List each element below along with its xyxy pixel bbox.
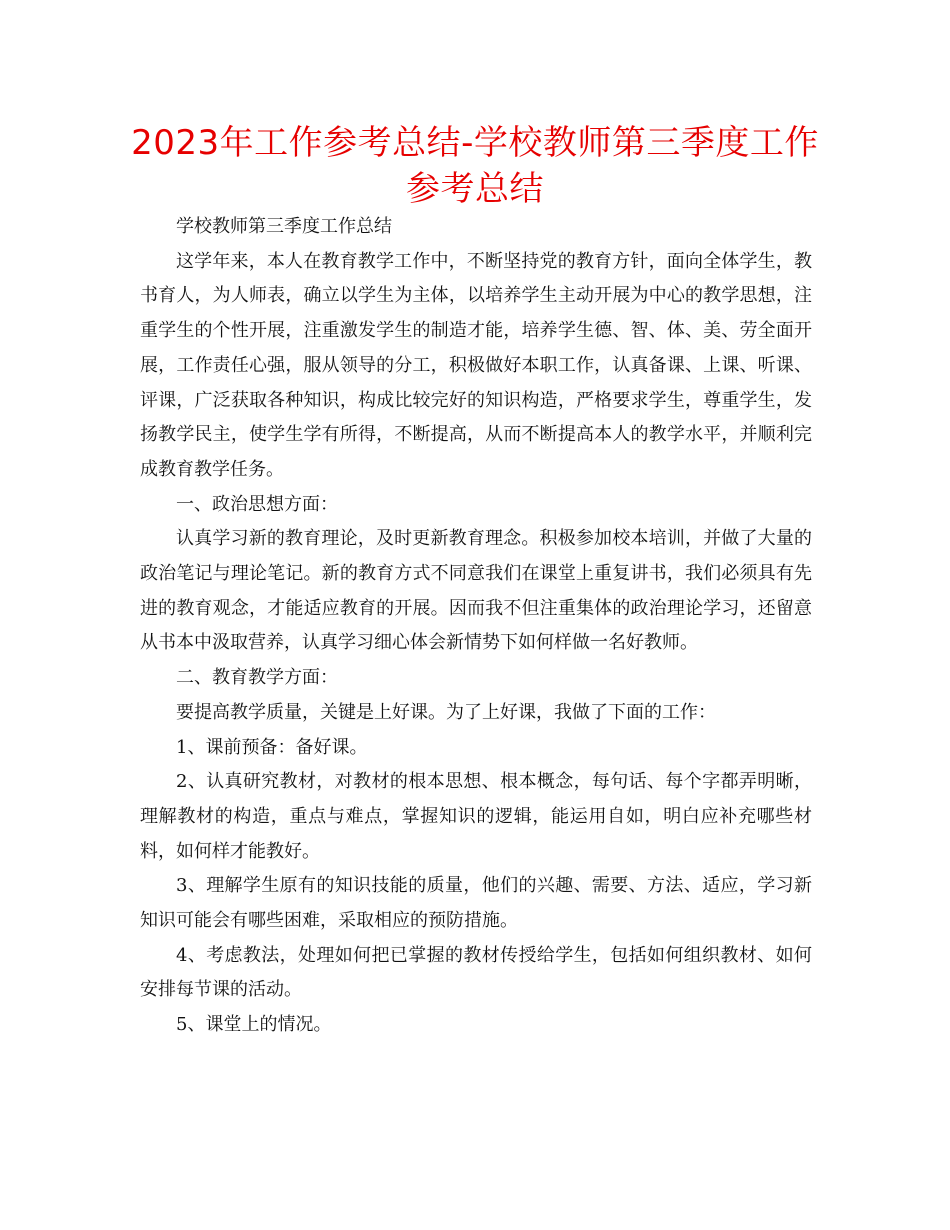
section-heading-teaching: 二、教育教学方面：	[176, 667, 338, 689]
list-item-4: 4、考虑教法，处理如何把已掌握的教材传授给学生，包括如何组织教材、如何安排每节课的活动。	[140, 944, 812, 1001]
intro-paragraph: 这学年来，本人在教育教学工作中，不断坚持党的教育方针，面向全体学生，教书育人，为人师表，确立以学生为主体，以培养学生主动开展为中心的教学思想，注重学生的个性开展，注重激发学生的制造才能，培养学生德、智、体、美、劳全面开展，工作责任心强，服从领导的分工，积极做好本职工作，认真备课、上课、听课、评课，广泛获取各种知识，构成比较完好的知识构造，严格要求学生，尊重学生，发扬教学民主，使学生学有所得，不断提高，从而不断提高本人的教学水平，并顺利完成教育教学任务。	[140, 250, 812, 480]
list-item-5: 5、课堂上的情况。	[176, 1014, 332, 1036]
teaching-intro-paragraph: 要提高教学质量，关键是上好课。为了上好课，我做了下面的工作：	[176, 701, 716, 723]
political-paragraph: 认真学习新的教育理论，及时更新教育理念。积极参加校本培训，并做了大量的政治笔记与理论笔记。新的教育方式不同意我们在课堂上重复讲书，我们必须具有先进的教育观念，才能适应教育的开展。因而我不但注重集体的政治理论学习，还留意从书本中汲取营养，认真学习细心体会新情势下如何样做一名好教师。	[140, 528, 812, 654]
section-heading-political: 一、政治思想方面：	[176, 493, 338, 515]
list-item-3: 3、理解学生原有的知识技能的质量，他们的兴趣、需要、方法、适应，学习新知识可能会有哪些困难，采取相应的预防措施。	[140, 875, 812, 932]
section-subtitle: 学校教师第三季度工作总结	[176, 216, 392, 237]
list-item-1: 1、课前预备：备好课。	[176, 736, 368, 758]
document-body	[140, 210, 812, 1043]
list-item-2: 2、认真研究教材，对教材的根本思想、根本概念，每句话、每个字都弄明晰，理解教材的构造，重点与难点，掌握知识的逻辑，能运用自如，明白应补充哪些材料，如何样才能教好。	[140, 771, 812, 862]
document-title: 2023年工作参考总结-学校教师第三季度工作参考总结	[131, 123, 819, 209]
